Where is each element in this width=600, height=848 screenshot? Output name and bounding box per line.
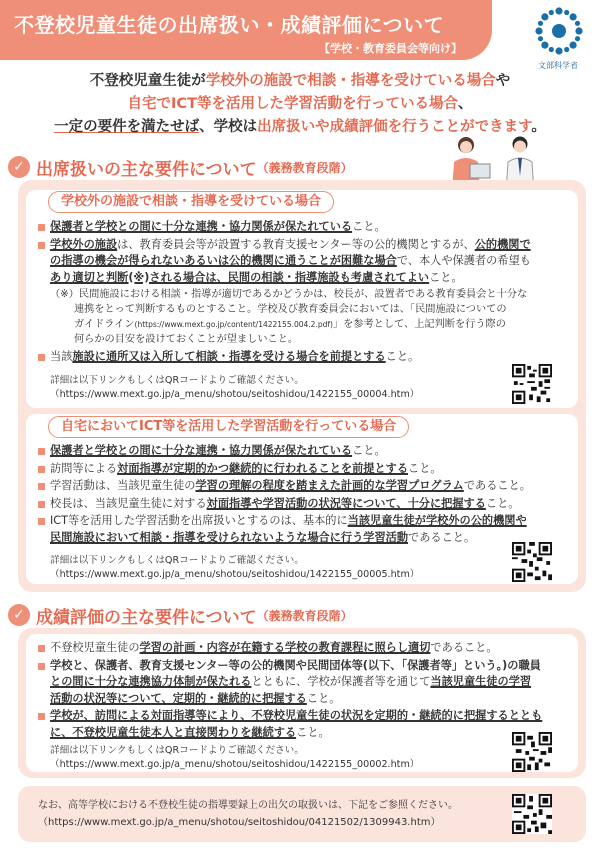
list-item: 保護者と学校との間に十分な連携・協力関係が保たれていること。 [38,443,564,460]
grading-list [38,640,564,742]
detail-text: 詳細は以下リンクもしくはQRコードよりご確認ください。 （https://www.mext.go.jp/a_menu/shotou/seitoshidou/1422155_00004.htm） [50,375,420,400]
detail-text: 詳細は以下リンクもしくはQRコードよりご確認ください。 （https://www.mext.go.jp/a_menu/shotou/seitoshidou/1422155_00005.htm） [50,555,420,580]
outside-facility-label: 学校外の施設で相談・指導を受けている場合 [48,191,334,213]
logo-text: 文部科学省 [538,61,578,70]
detail-link[interactable]: （https://www.mext.go.jp/a_menu/shotou/seitoshidou/1422155_00005.htm） [50,569,420,580]
detail-link[interactable]: （https://www.mext.go.jp/a_menu/shotou/seitoshidou/1422155_00002.htm） [50,759,420,770]
qr-code[interactable] [512,364,552,404]
list-item: 校長は、当該児童生徒に対する対面指導や学習活動の状況等について、十分に把握すること。 [38,496,564,513]
guideline-link[interactable]: (https://www.mext.go.jp/content/1422155.004.2.pdf) [134,320,333,329]
audience-label: 【学校・教育委員会等向け】 [319,42,462,55]
home-ict-list [38,443,564,547]
list-item: 当該施設に通所又は入所して相談・指導を受ける場合を前提とすること。 [38,349,558,366]
footer-text: なお、高等学校における不登校生徒の指導要録上の出欠の取扱いは、下記をご参照ください。 （https://www.mext.go.jp/a_menu/shotou/seitoshidou/04121502/1309943.htm） [38,797,458,831]
check-icon: ✓ [8,156,30,178]
grading-heading: ✓ 成績評価の主な要件について （義務教育段階） [8,602,353,628]
title-banner [0,0,492,60]
list-item: 不登校児童生徒の学習の計画・内容が在籍する学校の教育課程に照らし適切であること。 [38,640,564,657]
page-title: 不登校児童生徒の出席扱い・成績評価について [14,13,445,37]
check-icon: ✓ [8,604,30,626]
list-item: 学校外の施設は、教育委員会等が設置する教育支援センター等の公的機関とするが、公的機関で の指導の機会が得られないあるいは公的機関に通うことが困難な場合で、本人や保護者の希望も あり適切と判断(※)される場合は、民間の相談・指導施設も考慮されてよいこと。 [38,237,558,287]
detail-link[interactable]: （https://www.mext.go.jp/a_menu/shotou/seitoshidou/1422155_00004.htm） [50,389,420,400]
list-item: 学校と、保護者、教育支援センター等の公的機関や民間団体等(以下、「保護者等」という。)の職員 との間に十分な連携協力体制が保たれるとともに、学校が保護者等を通じて当該児童生徒の学習 活動の状況等について、定期的・継続的に把握すること。 [38,658,564,708]
outside-facility-list [38,219,558,367]
list-item: ICT等を活用した学習活動を出席扱いとするのは、基本的に当該児童生徒が学校外の公的機関や 民間施設において相談・指導を受けられないような場合に行う学習活動であること。 [38,513,564,546]
list-item: 訪問等による対面指導が定期的かつ継続的に行われることを前提とすること。 [38,461,564,478]
list-item: 保護者と学校との間に十分な連携・協力関係が保たれていること。 [38,219,558,236]
qr-code[interactable] [512,732,552,772]
intro-text: 不登校児童生徒が学校外の施設で相談・指導を受けている場合や 自宅でICT等を活用した学習活動を行っている場合、 一定の要件を満たせば、学校は出席扱いや成績評価を行うことができます。 [54,73,546,135]
footer-link[interactable]: （https://www.mext.go.jp/a_menu/shotou/seitoshidou/04121502/1309943.htm） [38,817,441,828]
list-item: 学習活動は、当該児童生徒の学習の理解の程度を踏まえた計画的な学習プログラムであること。 [38,478,564,495]
attendance-heading: ✓ 出席扱いの主な要件について （義務教育段階） [8,154,353,180]
qr-code[interactable] [512,542,552,582]
home-ict-label: 自宅においてICT等を活用した学習活動を行っている場合 [48,416,409,438]
detail-text: 詳細は以下リンクもしくはQRコードよりご確認ください。 （https://www.mext.go.jp/a_menu/shotou/seitoshidou/1422155_00002.htm） [50,745,420,770]
list-item: 学校が、訪問による対面指導等により、不登校児童生徒の状況を定期的・継続的に把握するととも に、不登校児童生徒本人と直接関わりを継続すること。 [38,708,564,741]
note-text: （※）民間施設における相談・指導が適切であるかどうかは、校長が、設置者である教育委員会と十分な 連携をとって判断するものとすること。学校及び教育委員会においては、「民間施設についての ガイドライン(https://www.mext.go.jp/content/1422155.004.2.pdf)」を参考として、上記判断を行う際の 何らかの目安を設けておくことが望ましいこと。 [50,289,528,345]
qr-code[interactable] [512,794,552,834]
mext-logo [534,6,584,56]
